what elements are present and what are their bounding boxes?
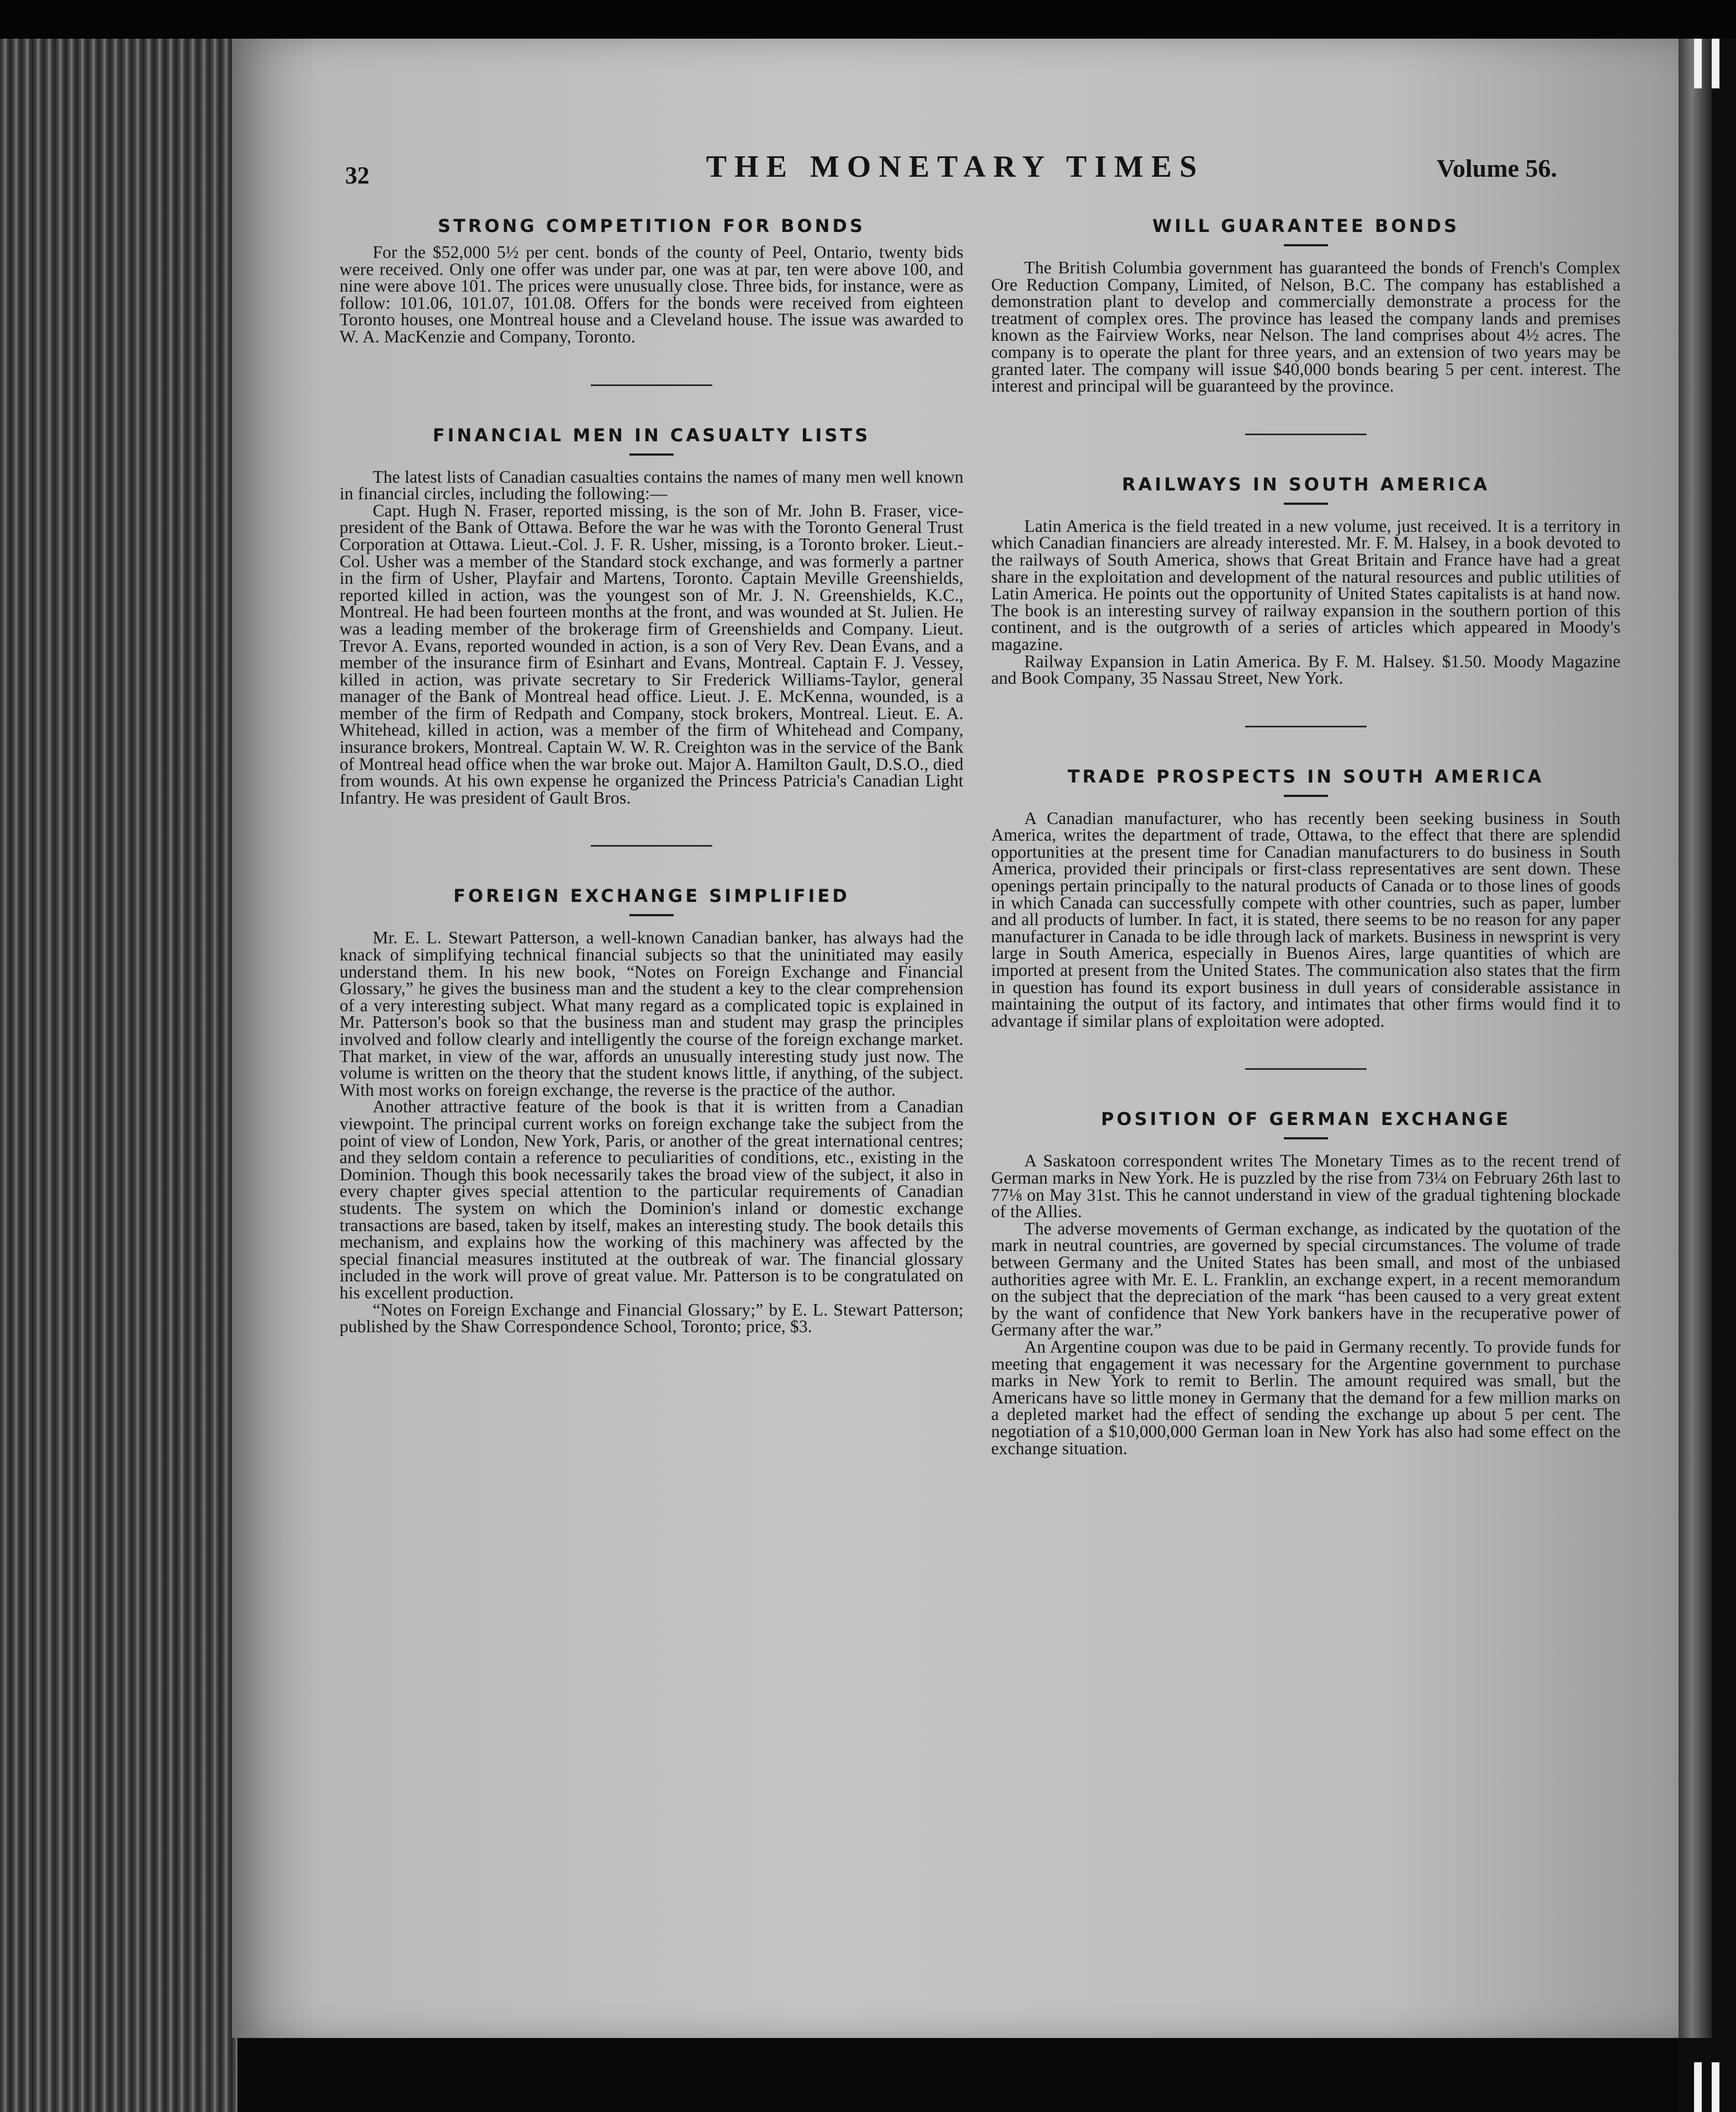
article-paragraph: An Argentine coupon was due to be paid in Germany recently. To provide funds for meeting that engagement it was necessary for the Argentine government to purchase marks in New York to remit to Berlin. The amount required was small, but the Americans have so little money in Germany that the demand for a few million marks on a depleted market had the effect of sending the exchange up about 5 per cent. The negotiation of a $10,000,000 German loan in New York has also had some effect on the exchange situation. [991, 1337, 1621, 1458]
film-marker-bottom [1694, 2062, 1733, 2112]
page-number: 32 [345, 162, 369, 189]
newspaper-page [232, 39, 1679, 2038]
article-paragraph: For the $52,000 5½ per cent. bonds of the county of Peel, Ontario, twenty bids were received. Only one offer was under par, one was at par, ten were above 100, and nine were above 101. The prices were unusually close. Three bids, for instance, were as follow: 101.06, 101.07, 101.08. Offers for the bonds were received from eighteen Toronto houses, one Montreal house and a Cleveland house. The issue was awarded to W. A. MacKenzie and Company, Toronto. [340, 242, 964, 346]
article-divider [1245, 1068, 1367, 1070]
article-headline: POSITION OF GERMAN EXCHANGE [1100, 1108, 1511, 1130]
article-divider [1245, 726, 1367, 727]
article-headline: STRONG COMPETITION FOR BONDS [437, 215, 866, 236]
article-paragraph: The latest lists of Canadian casualties contains the names of many men well known in financial circles, including the following:— [340, 467, 964, 504]
headline-underline [1284, 1137, 1328, 1139]
article-paragraph: “Notes on Foreign Exchange and Financial Glossary;” by E. L. Stewart Patterson; published by the Shaw Correspondence School, Toronto; price, $3. [340, 1300, 964, 1337]
article-paragraph: Mr. E. L. Stewart Patterson, a well-known Canadian banker, has always had the knack of simplifying technical financial subjects so that the uninitiated may easily understand them. In his new book, “Notes on Foreign Exchange and Financial Glossary,” he gives the business man and the student a key to the clear comprehension of a very interesting subject. What many regard as a complicated topic is explained in Mr. Patterson's book so that the business man and student may grasp the principles involved and follow clearly and intelligently the course of the foreign exchange market. That market, in view of the war, affords an unusually interesting study just now. The volume is written on the theory that the student knows little, if anything, of the subject. With most works on foreign exchange, the reverse is the practice of the author. [340, 928, 964, 1100]
article-paragraph: A Canadian manufacturer, who has recently been seeking business in South America, writes the department of trade, Ottawa, to the effect that there are splendid opportunities at the present time for Canadian manufacturers to do business in South America, provided their principals or first-class representatives are sent down. These openings pertain principally to the natural products of Canada or to those lines of goods in which Canada can successfully compete with other countries, such as paper, lumber and all products of lumber. In fact, it is stated, there seems to be no reason for any paper manufacturer in Canada to be idle through lack of markets. Business in newsprint is very large in South America, especially in Buenos Aires, large quantities of which are imported at present from the United States. The communication also states that the firm in question has found its export business in dull years of considerable assistance in maintaining the output of its factory, and intimates that other firms would find it to advantage if similar plans of exploitation were adopted. [991, 808, 1621, 1031]
headline-underline [629, 453, 674, 456]
headline-underline [629, 914, 674, 916]
volume-label: Volume 56. [1436, 154, 1557, 182]
article-headline: WILL GUARANTEE BONDS [1152, 215, 1459, 236]
article-headline: FOREIGN EXCHANGE SIMPLIFIED [453, 885, 850, 907]
book-page-edges [0, 39, 237, 2112]
article-divider [591, 384, 712, 386]
headline-underline [1284, 795, 1328, 797]
article-paragraph: Another attractive feature of the book is that it is written from a Canadian viewpoint. The principal current works on foreign exchange take the subject from the point of view of London, New York, Paris, or another of the great international centres; and they seldom contain a reference to peculiarities of conditions, etc., existing in the Dominion. Though this book necessarily takes the broad view of the subject, it also in every chapter gives special attention to the particular requirements of Canadian students. The system on which the Dominion's inland or domestic exchange transactions are based, taken by itself, makes an interesting study. The book details this mechanism, and explains how the working of this machinery was affected by the special financial measures instituted at the outbreak of war. The financial glossary included in the work will prove of great value. Mr. Patterson is to be congratulated on his excellent production. [340, 1097, 964, 1302]
facing-page-edge [1679, 39, 1712, 2038]
article-trade-prospects [991, 766, 1621, 1030]
article-foreign-exchange [340, 885, 964, 1335]
masthead-title: THE MONETARY TIMES [706, 150, 1205, 184]
article-divider [591, 845, 712, 847]
article-german-exchange [991, 1108, 1621, 1457]
scan-top-border [0, 0, 1736, 39]
left-column [340, 215, 964, 1374]
article-paragraph: Latin America is the field treated in a new volume, just received. It is a territory in which Canadian financiers are already interested. Mr. F. M. Halsey, in a book devoted to the railways of South America, shows that Great Britain and France have had a great share in the exploitation and development of the natural resources and public utilities of Latin America. He points out the opportunity of United States capitalists is at hand now. The book is an interesting survey of railway expansion in the southern portion of this continent, and is the outgrowth of a series of articles which appeared in Moody's magazine. [991, 516, 1621, 654]
running-head [232, 149, 1679, 193]
article-railways [991, 474, 1621, 687]
article-paragraph: The adverse movements of German exchange, as indicated by the quotation of the mark in neutral countries, are governed by special circumstances. The volume of trade between Germany and the United States has been small, and most of the unbiased authorities agree with Mr. E. L. Franklin, an exchange expert, in a recent memorandum on the subject that the depreciation of the mark “has been caused to a very great extent by the want of confidence that New York bankers have in the recuperative power of Germany after the war.” [991, 1218, 1621, 1340]
article-headline: RAILWAYS IN SOUTH AMERICA [1121, 473, 1490, 495]
article-paragraph: The British Columbia government has guaranteed the bonds of French's Complex Ore Reduction Company, Limited, of Nelson, B.C. The company has established a demonstration plant to develop and commercially demonstrate a process for the treatment of complex ores. The province has leased the company lands and premises known as the Fairview Works, near Nelson. The land comprises about 4½ acres. The company is to operate the plant for three years, and an extension of two years may be granted later. The company will issue $40,000 bonds bearing 5 per cent. interest. The interest and principal will be guaranteed by the province. [991, 258, 1621, 396]
article-headline: TRADE PROSPECTS IN SOUTH AMERICA [1067, 765, 1544, 787]
article-strong-competition [340, 215, 964, 346]
film-marker-top [1694, 39, 1733, 88]
article-divider [1245, 434, 1367, 435]
article-casualty-lists [340, 425, 964, 807]
article-guarantee-bonds [991, 215, 1621, 395]
article-paragraph: Railway Expansion in Latin America. By F. M. Halsey. $1.50. Moody Magazine and Book Company, 35 Nassau Street, New York. [991, 651, 1621, 688]
right-column [991, 215, 1621, 1496]
article-paragraph: Capt. Hugh N. Fraser, reported missing, is the son of Mr. John B. Fraser, vice-president of the Bank of Ottawa. Before the war he was with the Toronto General Trust Corporation at Ottawa. Lieut.-Col. J. F. R. Usher, missing, is a Toronto broker. Lieut.-Col. Usher was a member of the Standard stock exchange, and was formerly a partner in the firm of Usher, Playfair and Martens, Toronto. Captain Meville Greenshields, reported killed in action, was the youngest son of Mr. J. N. Greenshields, K.C., Montreal. He had been fourteen months at the front, and was wounded at St. Julien. He was a leading member of the brokerage firm of Greenshields and Company. Lieut. Trevor A. Evans, reported wounded in action, is a son of Very Rev. Dean Evans, and a member of the insurance firm of Esinhart and Evans, Montreal. Captain F. J. Vessey, killed in action, was private secretary to Sir Frederick Williams-Taylor, general manager of the Bank of Montreal head office. Lieut. J. E. McKenna, wounded, is a member of the firm of Redpath and Company, stock brokers, Montreal. Lieut. E. A. Whitehead, killed in action, was a member of the firm of Whitehead and Company, insurance brokers, Montreal. Captain W. W. R. Creighton was in the service of the Bank of Montreal head office when the war broke out. Major A. Hamilton Gault, D.S.O., died from wounds. At his own expense he organized the Princess Patricia's Canadian Light Infantry. He was president of Gault Bros. [340, 500, 964, 807]
scan-right-border [1679, 39, 1736, 2112]
article-paragraph: A Saskatoon correspondent writes The Monetary Times as to the recent trend of German marks in New York. He is puzzled by the rise from 73¼ on February 26th last to 77⅛ on May 31st. This he cannot understand in view of the gradual tightening blockade of the Allies. [991, 1151, 1621, 1222]
article-headline: FINANCIAL MEN IN CASUALTY LISTS [432, 424, 871, 446]
headline-underline [1284, 503, 1328, 505]
headline-underline [1284, 244, 1328, 246]
